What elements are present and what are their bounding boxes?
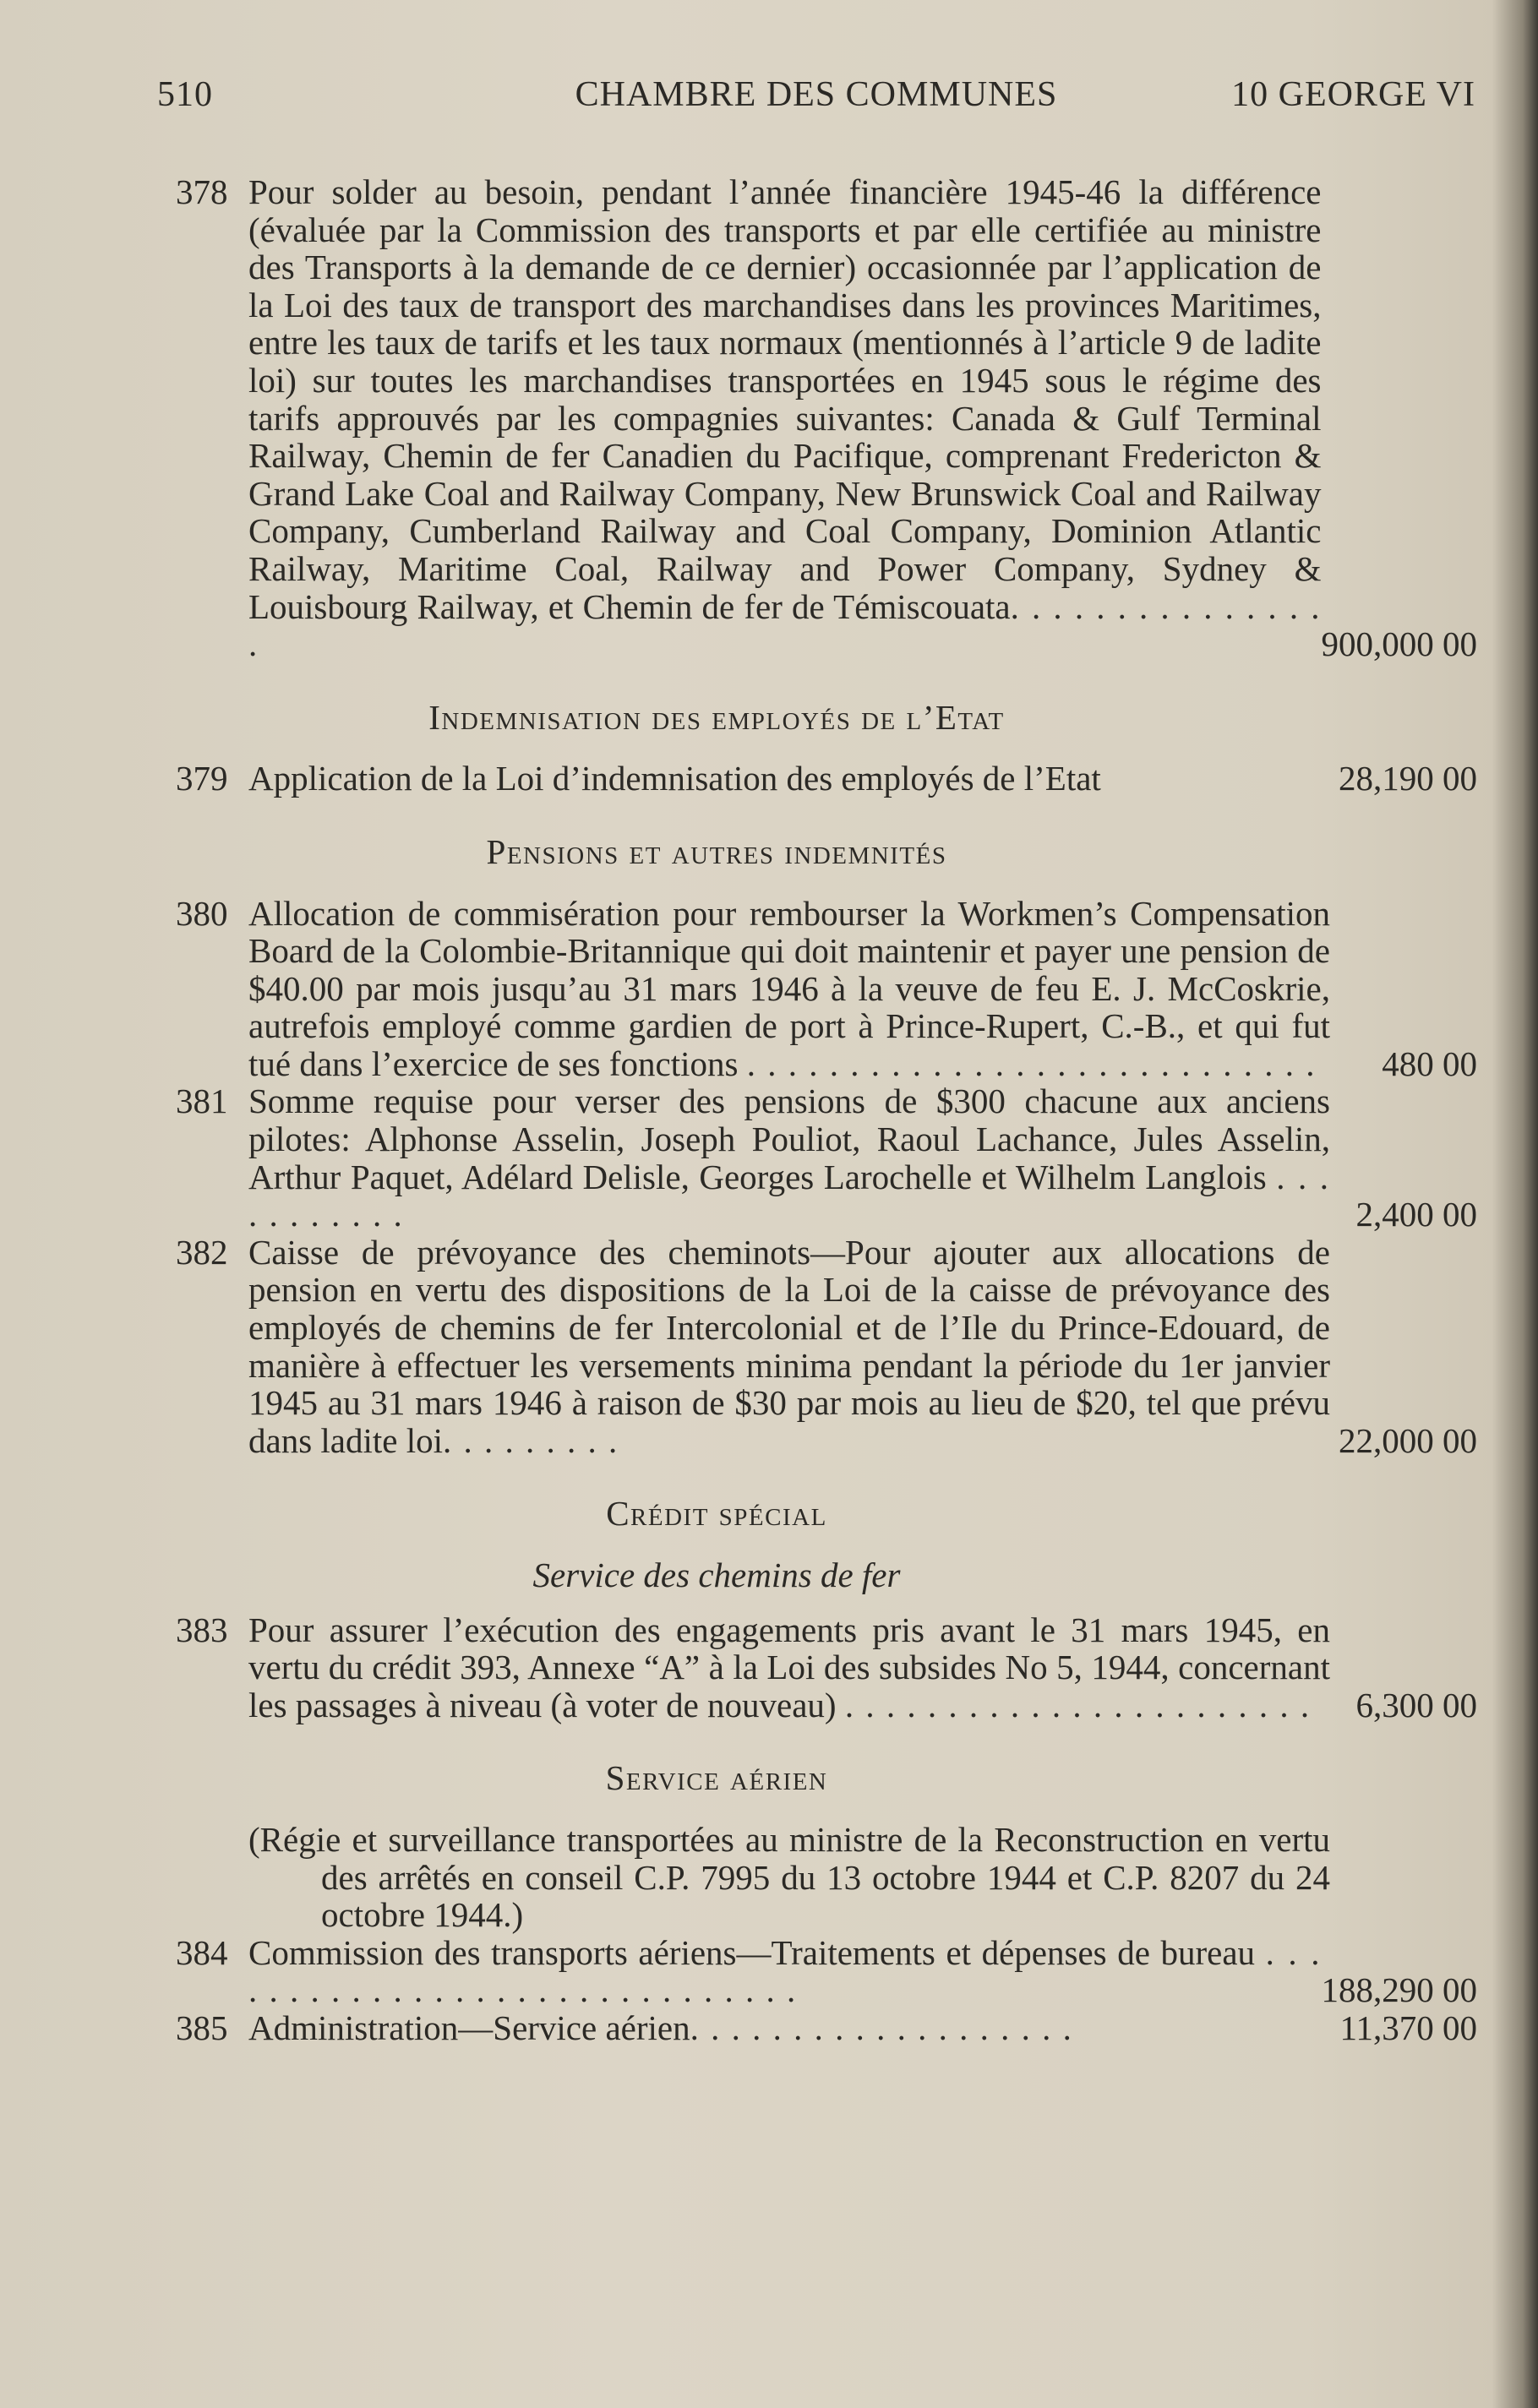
vote-number: 381 bbox=[176, 1081, 228, 1121]
vote-item-384 bbox=[176, 1934, 1477, 2009]
section-heading-pensions: Pensions et autres indemnités bbox=[486, 831, 947, 871]
leader-dots: . . . . . . . . . . . . . . . . . . . . . . . . . . . . . . bbox=[248, 1932, 1322, 2010]
vote-description: Commission des transports aériens—Traitements et dépenses de bureau bbox=[248, 1932, 1256, 1972]
vote-number: 378 bbox=[176, 172, 228, 211]
page-number: 510 bbox=[157, 75, 213, 114]
vote-amount: 2,400 00 bbox=[1355, 1195, 1477, 1234]
vote-amount: 480 00 bbox=[1382, 1043, 1477, 1083]
vote-amount: 900,000 00 bbox=[1321, 624, 1477, 664]
leader-dots: . . . . . . . . . . . . . . . . bbox=[248, 586, 1322, 664]
vote-number: 382 bbox=[176, 1232, 228, 1272]
vote-number: 383 bbox=[176, 1610, 228, 1649]
running-title: CHAMBRE DES COMMUNES bbox=[575, 75, 1058, 114]
vote-description: Administration—Service aérien bbox=[248, 2008, 690, 2047]
vote-number: 385 bbox=[176, 2008, 228, 2047]
vote-amount: 6,300 00 bbox=[1355, 1685, 1477, 1724]
leader-dots: . . . . . . . . . . . . . . . . . . . bbox=[690, 2008, 1073, 2047]
estimates-content bbox=[176, 173, 1477, 2047]
vote-item-378 bbox=[176, 173, 1477, 663]
vote-amount: 11,370 00 bbox=[1339, 2008, 1477, 2047]
vote-item-382 bbox=[176, 1234, 1477, 1460]
vote-item-385 bbox=[176, 2009, 1477, 2047]
vote-item-381 bbox=[176, 1082, 1477, 1233]
vote-item-379 bbox=[176, 760, 1477, 798]
reign-year: 10 GEORGE VI bbox=[1231, 75, 1475, 114]
vote-description: Caisse de prévoyance des cheminots—Pour ajouter aux allocations de pension en vertu des dispositions de la Loi de la caisse de prévoyance des employés de chemins de fer Intercolonial et de l’Ile du Prince-Edouard, de manière à effectuer les versements minima pendant la période du 1er janvier 1945 au 31 mars 1946 à raison de $30 par mois au lieu de $20, tel que prévu dans ladite loi bbox=[248, 1232, 1330, 1460]
section-heading-indemnisation: Indemnisation des employés de l’Etat bbox=[428, 697, 1005, 737]
vote-number: 380 bbox=[176, 893, 228, 933]
leader-dots: . . . . . . . . . bbox=[443, 1420, 619, 1460]
vote-item-380 bbox=[176, 895, 1477, 1083]
leader-dots: . . . . . . . . . . . . . . . . . . . . . . . . . . . . bbox=[746, 1043, 1317, 1083]
leader-dots: . . . . . . . . . . . . . . . . . . . . . . . bbox=[844, 1685, 1312, 1724]
vote-amount: 22,000 00 bbox=[1339, 1420, 1477, 1460]
section-heading-service-aerien: Service aérien bbox=[605, 1758, 828, 1798]
vote-description: Somme requise pour verser des pensions de $300 chacune aux anciens pilotes: Alphonse Asselin, Joseph Pouliot, Raoul Lachance, Jules Asselin, Arthur Paquet, Adélard Delisle, Georges Larochelle et Wilhelm Langlois bbox=[248, 1081, 1330, 1196]
vote-description: Pour solder au besoin, pendant l’année financière 1945-46 la différence (évaluée par la Commission des transports et par elle certifiée au ministre des Transports à la demande de ce dernier) occasionnée par l’application de la Loi des taux de transport des marchandises dans les provinces Maritimes, entre les taux de tarifs et les taux normaux (mentionnés à l’article 9 de ladite loi) sur toutes les marchandises transportées en 1945 sous le régime des tarifs approuvés par les compagnies suivantes: Canada & Gulf Terminal Railway, Chemin de fer Canadien du Pacifique, comprenant Fredericton & Grand Lake Coal and Railway Company, New Brunswick Coal and Railway Company, Cumberland Railway and Coal Company, Dominion Atlantic Railway, Maritime Coal, Railway and Power Company, Sydney & Louisbourg Railway, et Chemin de fer de Témiscouata bbox=[248, 172, 1322, 626]
vote-amount: 28,190 00 bbox=[1339, 759, 1477, 798]
vote-description: Application de la Loi d’indemnisation des employés de l’Etat bbox=[248, 759, 1101, 798]
page-header bbox=[157, 74, 1475, 117]
vote-description: Pour assurer l’exécution des engagements pris avant le 31 mars 1945, en vertu du crédit 393, Annexe “A” à la Loi des subsides No 5, 1944, concernant les passages à niveau (à voter de nouveau) bbox=[248, 1610, 1330, 1724]
vote-amount: 188,290 00 bbox=[1321, 1970, 1477, 2010]
vote-number: 379 bbox=[176, 759, 228, 798]
service-aerien-note: (Régie et surveillance transportées au ministre de la Reconstruction en vertu des arrêtés en conseil C.P. 7995 du 13 octobre 1944 et C.P. 8207 du 24 octobre 1944.) bbox=[248, 1819, 1330, 1935]
vote-number: 384 bbox=[176, 1932, 228, 1972]
leader-dots: . . . . . . . . . . . bbox=[248, 1157, 1331, 1234]
subsection-heading-chemins-de-fer: Service des chemins de fer bbox=[532, 1555, 901, 1594]
vote-item-383 bbox=[176, 1611, 1477, 1724]
vote-description: Allocation de commisération pour rembourser la Workmen’s Compensation Board de la Colombie-Britannique qui doit maintenir et payer une pension de $40.00 par mois jusqu’au 31 mars 1946 à la veuve de feu E. J. McCoskrie, autrefois employé comme gardien de port à Prince-Rupert, C.-B., et qui fut tué dans l’exercice de ses fonctions bbox=[248, 893, 1330, 1083]
section-heading-credit-special: Crédit spécial bbox=[606, 1494, 827, 1534]
